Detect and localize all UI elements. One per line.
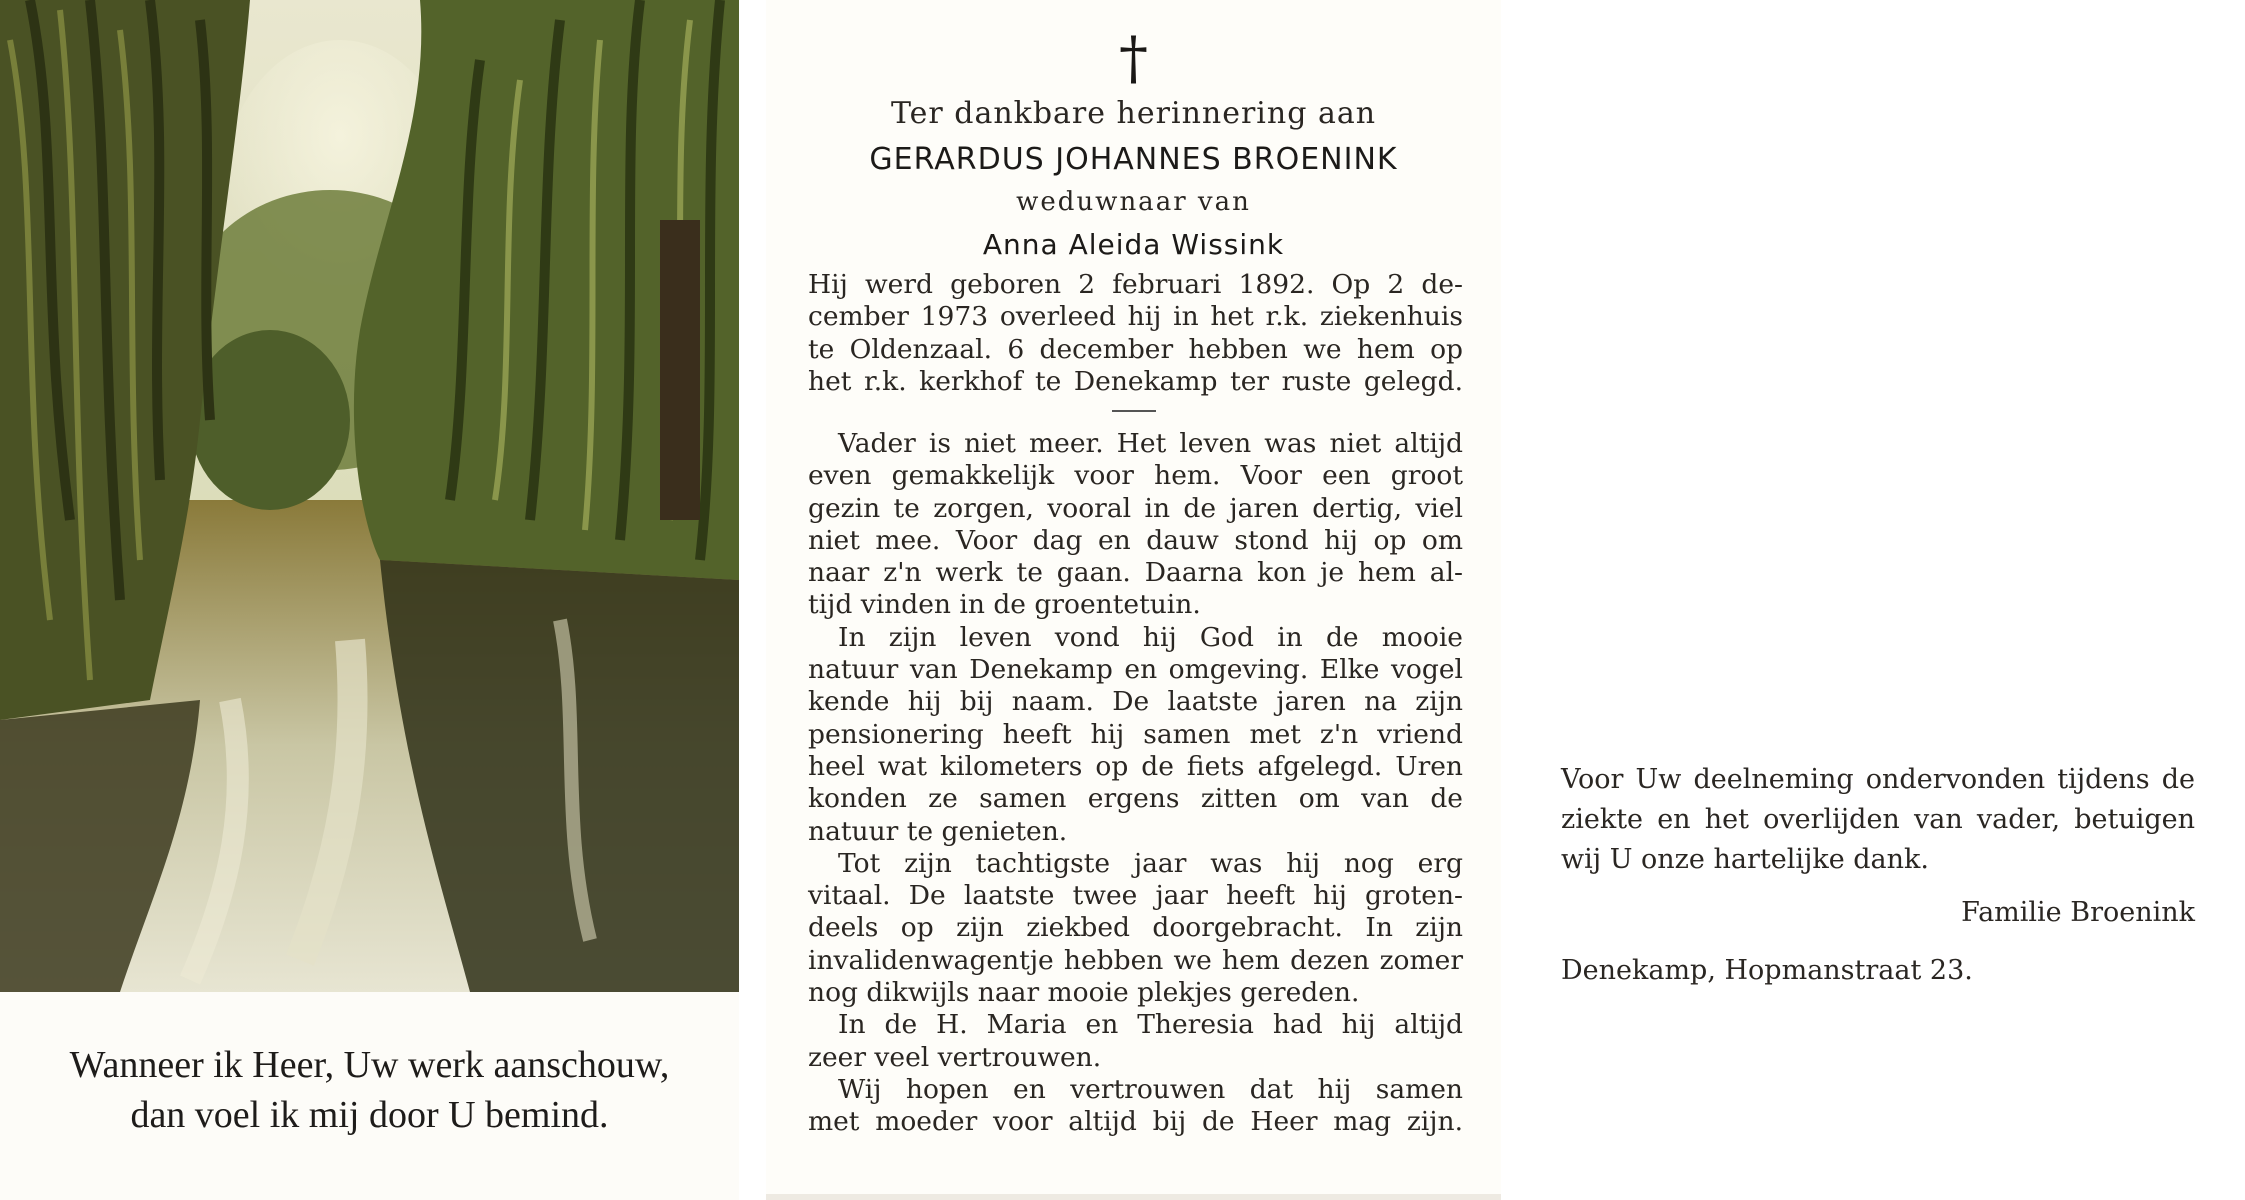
divider [1112, 410, 1156, 412]
text-line: wij U onze hartelijke dank. [1561, 844, 1929, 875]
family-address: Denekamp, Hopmanstraat 23. [1561, 955, 1973, 986]
text-line: naar z'n werk te gaan. Daarna kon je hem al- [808, 557, 1463, 589]
text-line: natuur van Denekamp en omgeving. Elke vogel [808, 654, 1463, 686]
text-line: heel wat kilometers op de fiets afgelegd. Uren [808, 750, 1463, 782]
text-line: pensionering heeft hij samen met z'n vriend [808, 718, 1463, 750]
text-line: In de H. Maria en Theresia had hij altijd [838, 1009, 1463, 1041]
deceased-name: GERARDUS JOHANNES BROENINK [869, 142, 1398, 177]
photo-panel [0, 0, 739, 1200]
willow-pond-photo-icon [0, 0, 739, 992]
text-line: cember 1973 overleed hij in het r.k. ziekenhuis [808, 301, 1463, 333]
text-line: Voor Uw deelneming ondervonden tijdens de [1561, 764, 2195, 795]
text-line: In zijn leven vond hij God in de mooie [838, 621, 1463, 653]
spouse-name: Anna Aleida Wissink [982, 228, 1285, 261]
text-line: deels op zijn ziekbed doorgebracht. In zijn [808, 912, 1463, 944]
text-line: natuur te genieten. [808, 815, 1068, 847]
text-line: met moeder voor altijd bij de Heer mag zijn. [808, 1106, 1463, 1138]
widower-of: weduwnaar van [1016, 187, 1251, 217]
text-line: even gemakkelijk voor hem. Voor een groot [808, 460, 1463, 492]
text-line: Wij hopen en vertrouwen dat hij samen [838, 1073, 1463, 1105]
text-line: konden ze samen ergens zitten om van de [808, 783, 1463, 815]
text-line: Tot zijn tachtigste jaar was hij nog erg [838, 847, 1463, 879]
text-line: te Oldenzaal. 6 december hebben we hem op [808, 333, 1463, 365]
family-signature: Familie Broenink [1961, 897, 2195, 928]
text-line: het r.k. kerkhof te Denekamp ter ruste gelegd. [808, 365, 1463, 397]
caption-line: dan voel ik mij door U bemind. [130, 1094, 609, 1136]
text-line: niet mee. Voor dag en dauw stond hij op om [808, 524, 1463, 556]
text-line: invalidenwagentje hebben we hem dezen zomer [808, 944, 1463, 976]
memory-line: Ter dankbare herinnering aan [890, 96, 1377, 131]
text-line: Vader is niet meer. Het leven was niet altijd [838, 428, 1463, 459]
text-line: gezin te zorgen, vooral in de jaren dertig, viel [808, 492, 1463, 524]
text-line: nog dikwijls naar mooie plekjes gereden. [808, 977, 1360, 1009]
text-line: vitaal. De laatste twee jaar heeft hij groten- [808, 880, 1463, 912]
cross-icon: † [1119, 24, 1148, 92]
text-line: Hij werd geboren 2 februari 1892. Op 2 de- [808, 269, 1463, 300]
text-line: tijd vinden in de groentetuin. [808, 589, 1201, 621]
text-line: ziekte en het overlijden van vader, betuigen [1561, 804, 2195, 835]
tribute-paragraphs [808, 428, 1463, 1139]
intro-paragraph [808, 269, 1463, 398]
thanks-panel [1501, 0, 2245, 1200]
photo-caption [0, 1040, 739, 1140]
memorial-text-panel [766, 0, 1501, 1200]
caption-line: Wanneer ik Heer, Uw werk aanschouw, [69, 1044, 670, 1086]
thanks-paragraph [1561, 760, 2195, 880]
text-line: zeer veel vertrouwen. [808, 1041, 1102, 1073]
text-line: kende hij bij naam. De laatste jaren na zijn [808, 686, 1463, 718]
